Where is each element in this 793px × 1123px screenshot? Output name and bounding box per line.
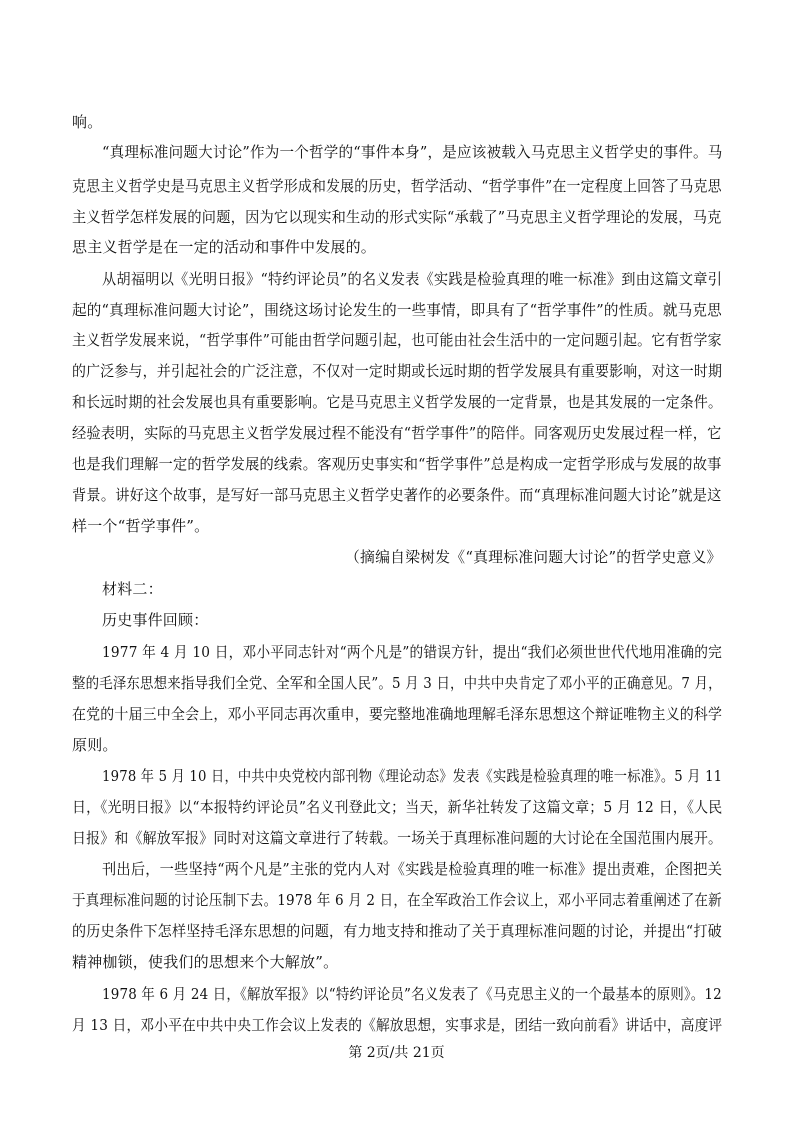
body-line: 刊出后，一些坚持“两个凡是”主张的党内人对《实践是检验真理的唯一标准》提出责难，企图把关: [102, 860, 723, 878]
body-line: 也是我们理解一定的哲学发展的线索。客观历史事实和“哲学事件”总是构成一定哲学形成与发展的故事: [72, 455, 722, 473]
body-line: 主义哲学发展来说，“哲学事件”可能由哲学问题引起，也可能由社会生活中的一定问题引起。它有哲学家: [72, 331, 722, 349]
body-line: 原则。: [72, 736, 118, 754]
body-line: 从胡福明以《光明日报》“特约评论员”的名义发表《实践是检验真理的唯一标准》到由这篇文章引: [102, 270, 723, 288]
subsection-heading: 历史事件回顾：: [102, 611, 209, 629]
body-line: 背景。讲好这个故事，是写好一部马克思主义哲学史著作的必要条件。而“真理标准问题大讨论”就是这: [72, 486, 722, 504]
body-line: 于真理标准问题的讨论压制下去。1978 年 6 月 2 日，在全军政治工作会议上，邓小平同志着重阐述了在新: [72, 891, 722, 909]
body-line: 和长远时期的社会发展也具有重要影响。它是马克思主义哲学发展的一定背景，也是其发展的一定条件。: [72, 393, 723, 411]
page-number: 第 2页/共 21页: [348, 1045, 445, 1061]
body-line: 在党的十届三中全会上，邓小平同志再次重申，要完整地准确地理解毛泽东思想这个辩证唯物主义的科学: [72, 705, 723, 723]
body-line: 经验表明，实际的马克思主义哲学发展过程不能没有“哲学事件”的陪伴。同客观历史发展过程一样，它: [72, 424, 722, 442]
body-line: 响。: [72, 113, 103, 131]
body-line: 整的毛泽东思想来指导我们全党、全军和全国人民”。5 月 3 日，中共中央肯定了邓小平的正确意见。7 月，: [72, 674, 722, 692]
body-line: 思主义哲学是在一定的活动和事件中发展的。: [72, 238, 377, 256]
body-line: 1978 年 5 月 10 日，中共中央党校内部刊物《理论动态》发表《实践是检验真理的唯一标准》。5 月 11: [102, 767, 723, 785]
body-line: 克思主义哲学史是马克思主义哲学形成和发展的历史，哲学活动、“哲学事件”在一定程度上回答了马克思: [72, 177, 722, 195]
body-line: 月 13 日，邓小平在中共中央工作会议上发表的《解放思想，实事求是，团结一致向前看》讲话中，高度评: [72, 1016, 723, 1034]
body-line: 日报》和《解放军报》同时对这篇文章进行了转载。一场关于真理标准问题的大讨论在全国范围内展开。: [72, 829, 723, 847]
body-line: 1977 年 4 月 10 日，邓小平同志针对“两个凡是”的错误方针，提出“我们必须世世代代地用准确的完: [102, 643, 723, 661]
body-line: “真理标准问题大讨论”作为一个哲学的“事件本身”，是应该被载入马克思主义哲学史的事件。马: [102, 143, 723, 161]
body-line: 精神枷锁，使我们的思想来个大解放”。: [72, 953, 339, 971]
body-line: 日，《光明日报》以“本报特约评论员”名义刊登此文；当天，新华社转发了这篇文章；5 月 12 日，《人民: [72, 798, 723, 816]
section-heading: 材料二：: [102, 580, 163, 598]
body-line: 主义哲学怎样发展的问题，因为它以现实和生动的形式实际“承载了”马克思主义哲学理论的发展，马克: [72, 208, 722, 226]
body-line: 的广泛参与，并引起社会的广泛注意，不仅对一定时期或长远时期的哲学发展具有重要影响，对这一时期: [72, 362, 723, 380]
body-line: 的历史条件下怎样坚持毛泽东思想的问题，有力地支持和推动了关于真理标准问题的讨论，并提出“打破: [72, 922, 722, 940]
body-line: 样一个“哲学事件”。: [72, 517, 210, 535]
body-line: 起的“真理标准问题大讨论”，围绕这场讨论发生的一些事情，即具有了“哲学事件”的性质。就马克思: [72, 301, 722, 319]
source-citation: （摘编自梁树发《“真理标准问题大讨论”的哲学史意义》: [345, 548, 722, 566]
body-line: 1978 年 6 月 24 日，《解放军报》以“特约评论员”名义发表了《马克思主义的一个最基本的原则》。12: [102, 985, 722, 1003]
